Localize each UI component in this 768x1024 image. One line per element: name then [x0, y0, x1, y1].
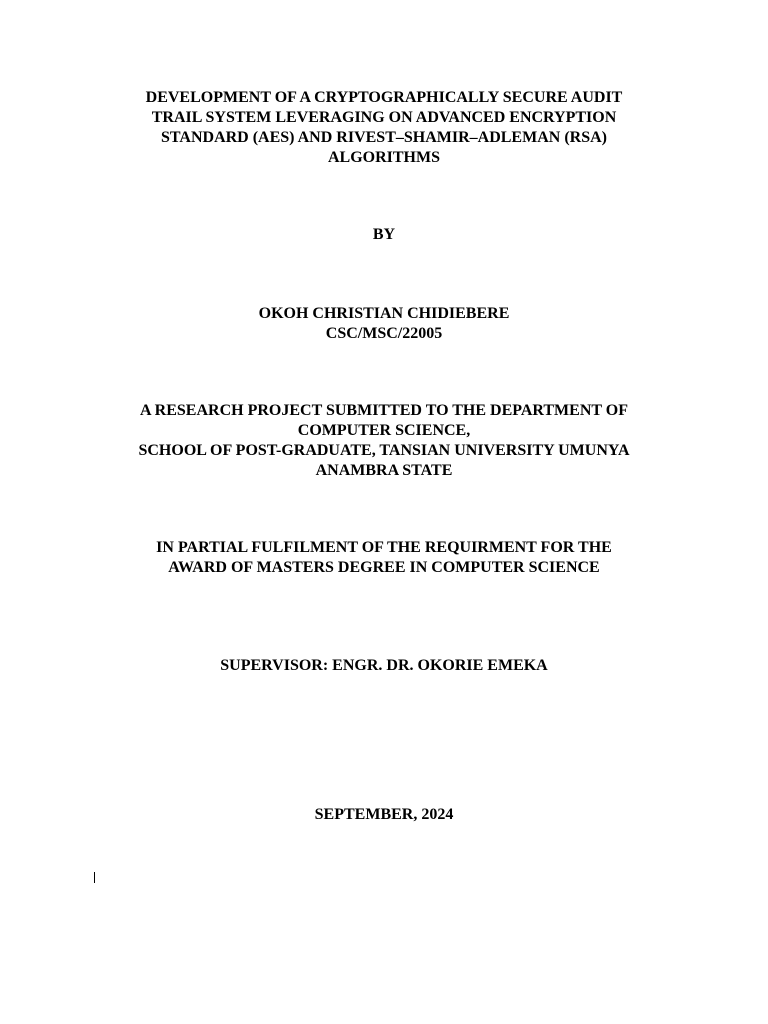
- submission-line: A RESEARCH PROJECT SUBMITTED TO THE DEPARTMENT OF: [140, 402, 628, 419]
- text-cursor: [94, 872, 95, 883]
- supervisor-text: SUPERVISOR: ENGR. DR. OKORIE EMEKA: [220, 657, 548, 674]
- fulfilment-line: AWARD OF MASTERS DEGREE IN COMPUTER SCIENCE: [168, 559, 600, 576]
- title-line: ALGORITHMS: [327, 149, 440, 166]
- supervisor: [84, 656, 684, 676]
- by-label: [84, 225, 684, 245]
- submission-date: [84, 805, 684, 825]
- title-line: TRAIL SYSTEM LEVERAGING ON ADVANCED ENCRYPTION: [151, 109, 617, 126]
- registration-number: CSC/MSC/22005: [325, 325, 443, 342]
- fulfilment-statement: [84, 538, 684, 578]
- project-title: [84, 88, 684, 168]
- author-name: OKOH CHRISTIAN CHIDIEBERE: [258, 305, 510, 322]
- submission-line: SCHOOL OF POST-GRADUATE, TANSIAN UNIVERSITY UMUNYA: [138, 442, 630, 459]
- by-text: BY: [372, 226, 396, 243]
- author-info: [84, 304, 684, 344]
- title-line: STANDARD (AES) AND RIVEST–SHAMIR–ADLEMAN (RSA): [161, 129, 607, 146]
- submission-statement: [84, 401, 684, 481]
- fulfilment-line: IN PARTIAL FULFILMENT OF THE REQUIRMENT FOR THE: [156, 539, 612, 556]
- title-line: DEVELOPMENT OF A CRYPTOGRAPHICALLY SECURE AUDIT: [145, 89, 623, 106]
- date-text: SEPTEMBER, 2024: [314, 806, 454, 823]
- submission-line: ANAMBRA STATE: [315, 462, 453, 479]
- submission-line: COMPUTER SCIENCE,: [297, 422, 471, 439]
